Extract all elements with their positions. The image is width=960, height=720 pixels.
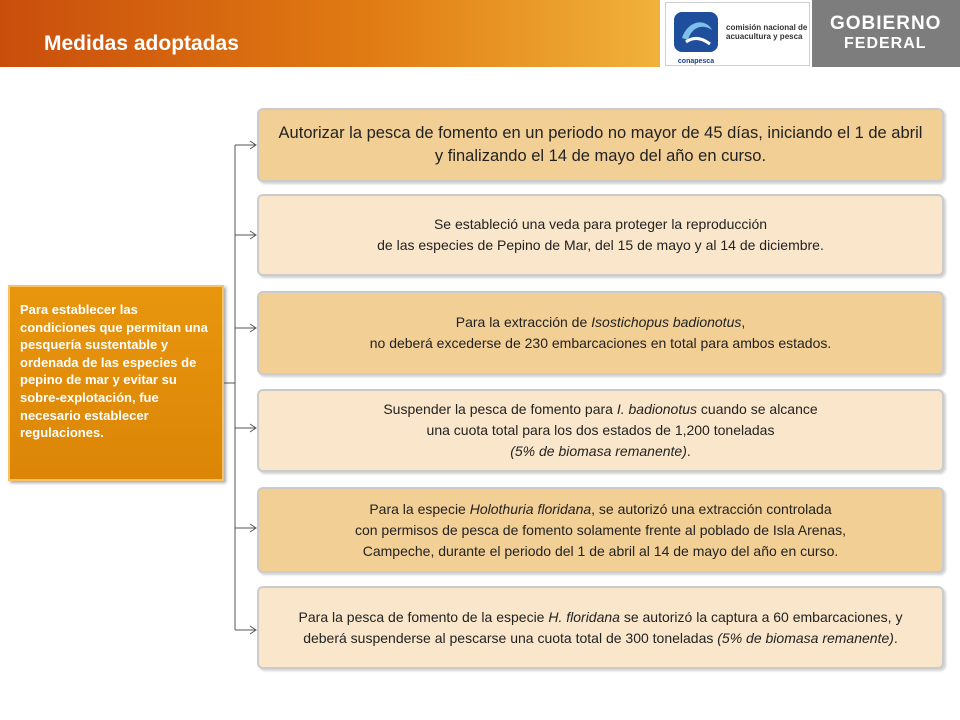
measure-5-pre: Para la especie	[369, 500, 470, 517]
arrow-right-icon	[250, 524, 256, 532]
measure-4-line2: una cuota total para los dos estados de 1,200 toneladas	[426, 422, 775, 438]
measure-5-line3: Campeche, durante el periodo del 1 de abril al 14 de mayo del año en curso.	[362, 542, 839, 559]
measure-box-4	[257, 389, 944, 472]
conapesca-logo-icon	[672, 10, 720, 58]
context-box: Para establecer las condiciones que permitan una pesquería sustentable y ordenada de las especies de pepino de mar y evitar su sobre-explotación, fue necesario establecer regulaciones.	[8, 285, 224, 481]
measure-3-line2: no deberá excederse de 230 embarcaciones en total para ambos estados.	[369, 335, 832, 351]
measure-4-pre: Suspender la pesca de fomento para	[383, 401, 617, 417]
arrow-right-icon	[250, 231, 256, 239]
measure-6-text	[293, 607, 908, 649]
conapesca-caption: comisión nacional de acuacultura y pesca	[726, 23, 808, 41]
conapesca-word: conapesca	[677, 58, 715, 65]
measure-3-line1	[370, 312, 832, 333]
measure-box-1	[257, 108, 944, 182]
measure-6-pre: Para la pesca de fomento de la especie	[298, 608, 549, 625]
header	[0, 0, 960, 67]
measure-4-species: I. badionotus	[616, 401, 698, 417]
measure-3-species: Isostichopus badionotus	[591, 314, 742, 330]
measure-6-species: H. floridana	[548, 608, 620, 625]
arrow-right-icon	[250, 141, 256, 149]
measure-4-line3	[383, 441, 817, 462]
arrow-right-icon	[250, 324, 256, 332]
measure-6-biomass: (5% de biomasa remanente)	[717, 629, 894, 646]
measure-6-end: .	[893, 629, 898, 646]
arrow-right-icon	[250, 424, 256, 432]
measure-2-line2: de las especies de Pepino de Mar, del 15 de mayo y al 14 de diciembre.	[377, 237, 824, 253]
measure-4-post: cuando se alcance	[697, 401, 818, 417]
measure-4-end: .	[686, 443, 691, 459]
measure-3-pre: Para la extracción de	[455, 314, 592, 330]
measure-1-text: Autorizar la pesca de fomento en un periodo no mayor de 45 días, iniciando el 1 de abril y finalizando el 14 de mayo del año en curso.	[278, 124, 923, 165]
measure-box-3	[257, 291, 944, 375]
measure-2-line1: Se estableció una veda para proteger la reproducción	[433, 216, 768, 232]
measure-box-5	[257, 487, 944, 573]
measure-5-line2: con permisos de pesca de fomento solamente frente al poblado de Isla Arenas,	[354, 521, 847, 538]
measure-6-post: se autorizó la captura a 60 embarcaciones, y deberá suspenderse al pescarse una cuota total de 300 toneladas	[303, 608, 903, 646]
measure-5-line1	[355, 499, 846, 520]
gobierno-line2: FEDERAL	[844, 35, 927, 52]
arrow-right-icon	[250, 626, 256, 634]
gobierno-line1: GOBIERNO	[830, 13, 942, 34]
measure-box-2	[257, 194, 944, 276]
gobierno-federal-text	[830, 14, 941, 54]
measure-5-species: Holothuria floridana	[469, 500, 592, 517]
measure-3-post: ,	[741, 314, 746, 330]
page-title: Medidas adoptadas	[44, 32, 239, 55]
measure-5-post: , se autorizó una extracción controlada	[591, 500, 832, 517]
measure-4-biomass: (5% de biomasa remanente)	[510, 443, 687, 459]
measure-4-line1	[383, 399, 817, 420]
measure-box-6	[257, 586, 944, 669]
